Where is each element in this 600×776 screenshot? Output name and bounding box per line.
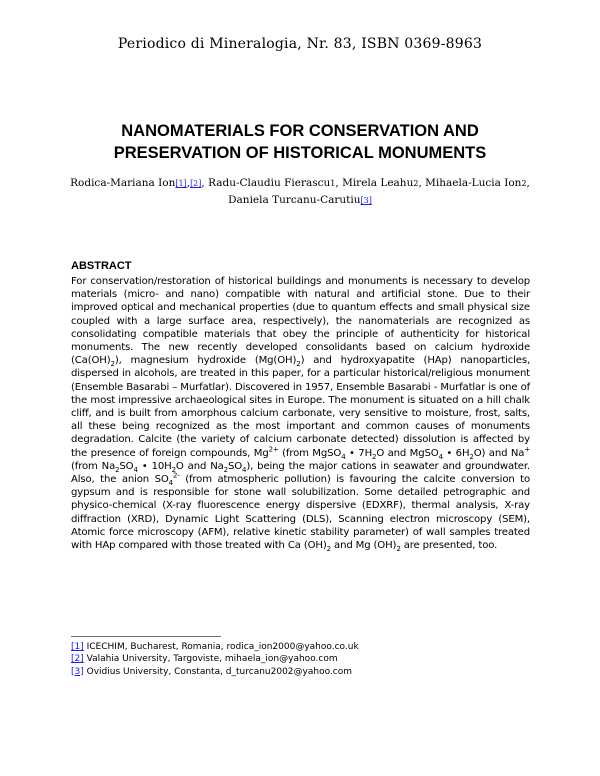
footnote-text: ICECHIM, Bucharest, Romania, rodica_ion2000@yahoo.co.uk: [83, 642, 359, 652]
author-name: , Mihaela-Lucia Ion: [418, 177, 522, 189]
footnote-2: [71, 653, 531, 665]
abstract-text-run: (from Na: [71, 460, 116, 472]
running-head: Periodico di Mineralogia, Nr. 83, ISBN 0369-8963: [117, 36, 483, 52]
abstract-text-run: SO: [119, 460, 134, 472]
author-name: , Radu-Claudiu Fierascu: [201, 177, 331, 189]
subscript: 2: [396, 545, 401, 554]
author-affiliation-link[interactable]: [3]: [360, 196, 372, 205]
author-name: Daniela Turcanu-Carutiu: [228, 194, 361, 206]
abstract-text-run: O and Na: [175, 460, 224, 472]
author-affiliation-index: 2: [413, 179, 419, 188]
abstract-text-run: (from atmospheric pollution) is favouring the calcite conversion to gypsum and is responsible for stone wall solubilization. Some detailed petrographic and physico-chemical (X-ray fluorescence energy dispersive (EDXRF), thermal analysis, X-ray diffraction (XRD), Dynamic Light Scattering (DLS), Scanning electron microscopy (SEM), Atomic force microscopy (AFM), relative kinetic stability parameter) of wall samples treated with HAp compared with those treated with Ca (OH): [71, 474, 530, 552]
subscript: 2: [372, 452, 377, 461]
abstract-text-run: • 10H: [137, 460, 172, 472]
abstract-text-run: O) and Na: [473, 447, 525, 459]
abstract-text-run: ) and hydroxyapatite (HAp) nanoparticles, dispersed in alcohols, are treated in this paper, for a particular historical/religious monument (Ensemble Basarabi – Murfatlar). Discovered in 1957, Ensemble Basarabi - Murfatlar is one of the most impressive archaeological sites in Europe. The monument is situated on a hill chalk cliff, and is built from amorphous calcium carbonate, very sensitive to moisture, frost, salts, all these being recognized as the most important and common causes of monuments degradation. Calcite (the variety of calcium carbonate detected) dissolution is affected by the presence of foreign compounds, Mg: [71, 355, 531, 459]
footnote-link[interactable]: [1]: [71, 642, 84, 652]
abstract-text-run: ), magnesium hydroxide (Mg(OH): [114, 355, 297, 367]
abstract-text-run: SO: [227, 460, 243, 472]
abstract-text-run: • 7H: [345, 447, 373, 459]
footnotes: [71, 641, 531, 678]
subscript: 4: [242, 465, 247, 474]
superscript: +: [524, 445, 531, 454]
author-separator: ,: [526, 177, 530, 189]
author-affiliation-index: 1: [330, 179, 336, 188]
superscript: 2+: [268, 445, 279, 454]
author-affiliation-index: 2: [521, 179, 527, 188]
author-list: [60, 175, 540, 209]
abstract-text-run: (from MgSO: [278, 447, 342, 459]
subscript: 2: [171, 465, 176, 474]
author-line-1: [60, 175, 540, 192]
superscript: 2-: [172, 471, 180, 480]
footnote-text: Valahia University, Targoviste, mihaela_ion@yahoo.com: [83, 654, 338, 665]
subscript: 2: [326, 545, 331, 554]
author-affiliation-link[interactable]: [2]: [190, 179, 202, 188]
footnote-divider: [71, 636, 221, 637]
subscript: 2: [469, 452, 474, 461]
footnote-text: Ovidius University, Constanta, d_turcanu2002@yahoo.com: [83, 666, 353, 677]
author-name: Rodica-Mariana Ion: [70, 177, 176, 189]
author-affiliation-link[interactable]: [1]: [175, 179, 187, 188]
author-separator: ,: [186, 177, 191, 189]
footnote-1: [71, 641, 531, 653]
subscript: 2: [296, 360, 301, 369]
abstract-text: [71, 275, 530, 552]
abstract-text-run: ), being the major cations in seawater and groundwater. Also, the anion SO: [71, 460, 530, 486]
abstract-text-run: and Mg (OH): [330, 540, 397, 552]
title-line-1: NANOMATERIALS FOR CONSERVATION AND: [121, 122, 479, 140]
footnote-link[interactable]: [2]: [71, 654, 84, 665]
subscript: 4: [341, 452, 346, 461]
abstract-text-run: O and MgSO: [376, 447, 439, 459]
abstract-text-run: • 6H: [442, 447, 470, 459]
subscript: 4: [168, 479, 173, 488]
abstract-heading: ABSTRACT: [71, 260, 132, 272]
footnote-link[interactable]: [3]: [71, 666, 84, 677]
subscript: 2: [115, 465, 120, 474]
paper-title: [60, 120, 540, 164]
subscript: 2: [223, 465, 228, 474]
subscript: 4: [438, 452, 443, 461]
author-line-2: [60, 192, 540, 209]
abstract-text-run: are presented, too.: [400, 540, 498, 552]
footnote-3: [71, 666, 531, 678]
abstract-text-run: For conservation/restoration of historical buildings and monuments is necessary to develop materials (micro- and nano) compatible with natural and artificial stone. Due to their improved optical and mechanical properties (due to quantum effects and small physical size coupled with a large surface area, respectively), the nanomaterials are recognized as consolidating compatible materials that obey the principle of authenticity for historical monuments. The new recently developed consolidants based on calcium hydroxide (Ca(OH): [71, 276, 530, 367]
title-line-2: PRESERVATION OF HISTORICAL MONUMENTS: [113, 144, 487, 162]
subscript: 2: [110, 360, 115, 369]
author-name: , Mirela Leahu: [335, 177, 414, 189]
subscript: 4: [133, 465, 138, 474]
